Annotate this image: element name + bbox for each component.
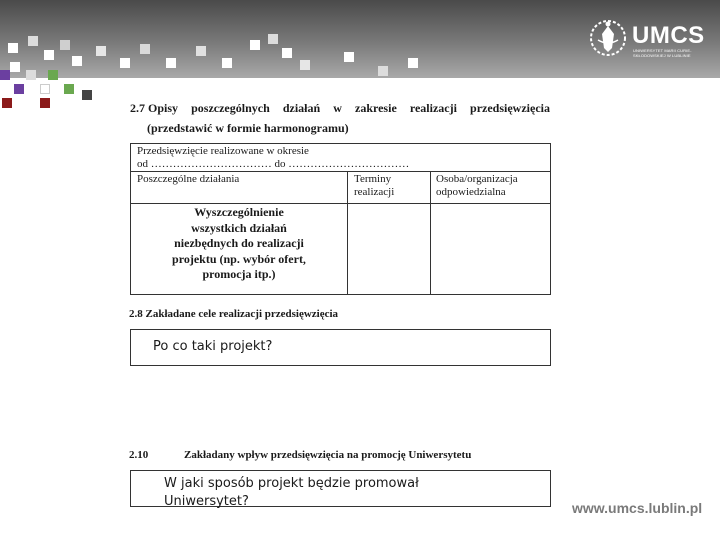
responsible-header-line: Osoba/organizacja	[436, 173, 518, 185]
activities-line: projektu (np. wybór ofert,	[172, 251, 306, 266]
website-url: www.umcs.lublin.pl	[572, 500, 703, 516]
heading-word: realizacji	[409, 101, 457, 115]
section-2-7-subheading: (przedstawić w formie harmonogramu)	[147, 121, 349, 135]
section-2-10-number: 2.10	[129, 449, 149, 461]
promotion-answer-line: W jaki sposób projekt będzie promował	[164, 476, 419, 491]
deadlines-header-line: Terminy	[354, 173, 392, 185]
umcs-crest-icon	[586, 14, 630, 62]
heading-word: 2.7 Opisy	[130, 101, 179, 115]
schedule-table	[130, 143, 551, 295]
deadlines-header-line: realizacji	[354, 186, 395, 198]
activities-header: Poszczególne działania	[131, 172, 348, 204]
promotion-answer-line: Uniwersytet?	[164, 494, 249, 509]
period-cell	[131, 144, 550, 172]
goals-answer-box[interactable]: Po co taki projekt?	[130, 329, 551, 366]
section-2-10-heading: Zakładany wpływ przedsięwzięcia na promocję Uniwersytetu	[184, 449, 472, 461]
activities-line: Wyszczególnienie	[194, 205, 284, 219]
logo-text: UMCS	[632, 22, 705, 49]
heading-word: zakresie	[355, 101, 397, 115]
responsible-header	[431, 172, 550, 204]
heading-word: działań	[282, 101, 321, 115]
deadlines-cell[interactable]	[348, 204, 431, 294]
activities-line: niezbędnych do realizacji	[174, 236, 304, 250]
section-2-7-heading	[130, 101, 550, 116]
responsible-cell[interactable]	[431, 204, 550, 294]
activities-line: wszystkich działań	[191, 220, 287, 235]
heading-word: w	[333, 101, 342, 115]
responsible-header-line: odpowiedzialna	[436, 186, 506, 198]
period-label: Przedsięwzięcie realizowane w okresie	[137, 145, 309, 157]
promotion-answer-box[interactable]	[130, 470, 551, 507]
heading-word: poszczególnych	[191, 101, 270, 115]
activities-cell	[131, 204, 348, 294]
period-range: od …………………………… do ……………………………	[137, 158, 410, 170]
logo-subtitle: UNIWERSYTET MARII CURIE-SKŁODOWSKIEJ W LUBLINIE	[633, 48, 692, 58]
activities-line: promocja itp.)	[202, 267, 276, 281]
section-2-8-heading: 2.8 Zakładane cele realizacji przedsięwzięcia	[129, 308, 339, 320]
heading-word: przedsięwzięcia	[470, 101, 550, 115]
deadlines-header	[348, 172, 431, 204]
